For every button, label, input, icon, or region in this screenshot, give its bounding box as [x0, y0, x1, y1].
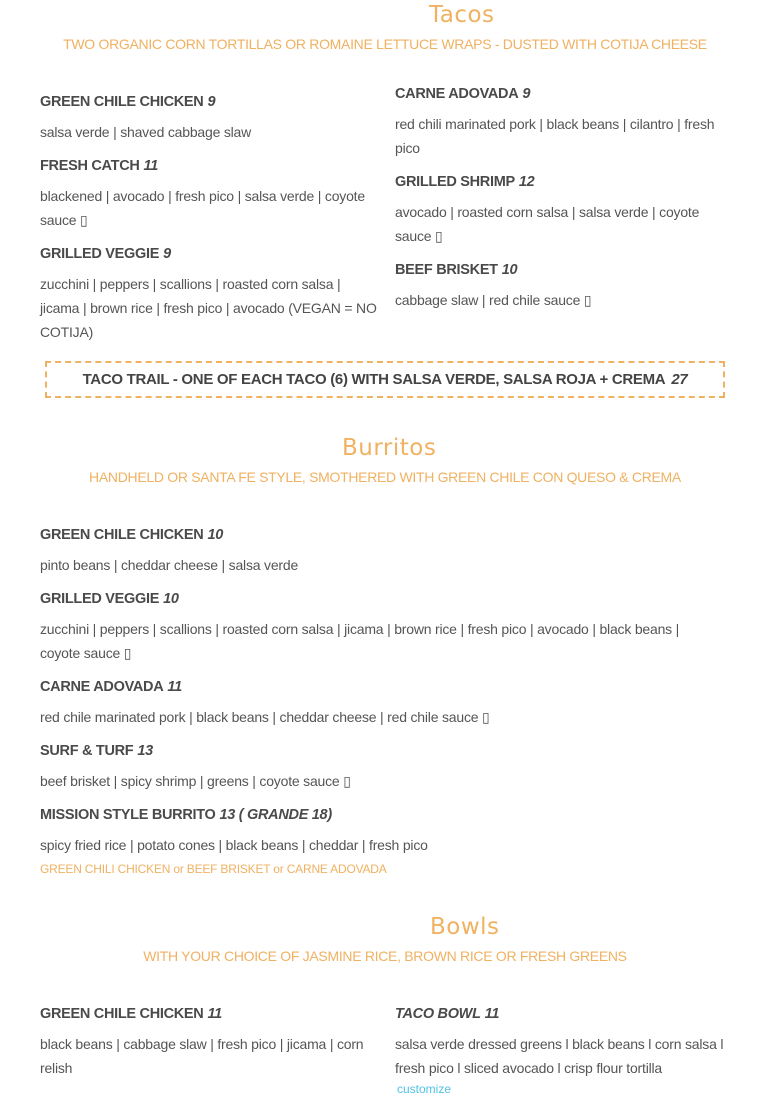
item-description: beef brisket | spicy shrimp | greens | coyote sauce ▯: [40, 773, 351, 789]
item-title: GREEN CHILE CHICKEN: [40, 94, 204, 110]
bowls-subtitle: WITH YOUR CHOICE OF JASMINE RICE, BROWN RICE OR FRESH GREENS: [143, 948, 627, 964]
item-price: 12: [518, 174, 535, 190]
item-title: FRESH CATCH: [40, 158, 140, 174]
taco-trail-box: [45, 361, 725, 398]
burrito-item-name: [40, 591, 179, 607]
item-price: 11: [143, 158, 158, 174]
item-description: salsa verde dressed greens l black beans l corn salsa l fresh pico l sliced avocado l crisp flour tortilla: [395, 1036, 724, 1076]
burritos-title: Burritos: [342, 435, 437, 461]
taco-item-name: [40, 246, 171, 262]
item-description: red chile marinated pork | black beans | cheddar cheese | red chile sauce ▯: [40, 709, 490, 725]
taco-item-name: [395, 174, 534, 190]
taco-trail-text: TACO TRAIL - ONE OF EACH TACO (6) WITH SALSA VERDE, SALSA ROJA + CREMA: [82, 371, 666, 388]
bowl-item-name: [40, 1006, 222, 1022]
item-price: 10: [501, 262, 518, 278]
item-price: 11: [207, 1006, 222, 1022]
item-title: CARNE ADOVADA: [40, 679, 164, 695]
taco-item-name: [395, 86, 530, 102]
item-price: 13: [137, 743, 153, 759]
item-price: 9: [163, 246, 171, 262]
customize-row: [397, 1080, 451, 1098]
taco-trail-price: 27: [671, 371, 688, 388]
item-title: GREEN CHILE CHICKEN: [40, 527, 204, 543]
item-description: zucchini | peppers | scallions | roasted corn salsa | jicama | brown rice | fresh pico | avocado (VEGAN = NO COTIJA): [40, 276, 377, 340]
tacos-subtitle: TWO ORGANIC CORN TORTILLAS OR ROMAINE LETTUCE WRAPS - DUSTED WITH COTIJA CHEESE: [63, 36, 707, 52]
item-title: GRILLED VEGGIE: [40, 591, 160, 607]
item-price: 9: [207, 94, 216, 110]
item-description: zucchini | peppers | scallions | roasted corn salsa | jicama | brown rice | fresh pico | avocado | black beans | coyote sauce ▯: [40, 621, 680, 661]
burrito-protein-note: GREEN CHILI CHICKEN or BEEF BRISKET or CARNE ADOVADA: [40, 862, 387, 876]
item-description: red chili marinated pork | black beans | cilantro | fresh pico: [395, 116, 715, 156]
item-price: 13 ( GRANDE 18): [219, 807, 332, 823]
customize-link[interactable]: customize: [397, 1082, 452, 1096]
item-description: salsa verde | shaved cabbage slaw: [40, 124, 252, 140]
item-title: CARNE ADOVADA: [395, 86, 519, 102]
burrito-item-name: [40, 527, 223, 543]
item-title: SURF & TURF: [40, 743, 134, 759]
item-description: spicy fried rice | potato cones | black beans | cheddar | fresh pico: [40, 837, 428, 853]
item-price: 11: [167, 679, 182, 695]
burrito-item-name: [40, 679, 182, 695]
bowl-item-name: [395, 1006, 499, 1022]
taco-item-name: [395, 262, 517, 278]
burrito-item-name: [40, 743, 153, 759]
item-title: GREEN CHILE CHICKEN: [40, 1006, 204, 1022]
item-price: 9: [522, 86, 531, 102]
taco-item-name: [40, 158, 158, 174]
tacos-title: Tacos: [429, 2, 495, 28]
item-title: GRILLED VEGGIE: [40, 246, 160, 262]
burritos-subtitle: HANDHELD OR SANTA FE STYLE, SMOTHERED WITH GREEN CHILE CON QUESO & CREMA: [89, 469, 681, 485]
item-title: MISSION STYLE BURRITO: [40, 807, 216, 823]
item-description: pinto beans | cheddar cheese | salsa verde: [40, 557, 299, 573]
item-price: 10: [163, 591, 179, 607]
burrito-item-name: [40, 807, 332, 823]
item-description: cabbage slaw | red chile sauce ▯: [395, 292, 592, 308]
item-title: GRILLED SHRIMP: [395, 174, 515, 190]
taco-item-name: [40, 94, 215, 110]
item-description: black beans | cabbage slaw | fresh pico | jicama | corn relish: [40, 1036, 364, 1076]
item-title: BEEF BRISKET: [395, 262, 498, 278]
item-description: avocado | roasted corn salsa | salsa verde | coyote sauce ▯: [395, 204, 700, 244]
item-price: 10: [207, 527, 224, 543]
item-price: 11: [484, 1006, 500, 1022]
item-description: blackened | avocado | fresh pico | salsa verde | coyote sauce ▯: [40, 188, 365, 228]
item-title: TACO BOWL: [395, 1006, 481, 1022]
bowls-title: Bowls: [430, 914, 500, 940]
